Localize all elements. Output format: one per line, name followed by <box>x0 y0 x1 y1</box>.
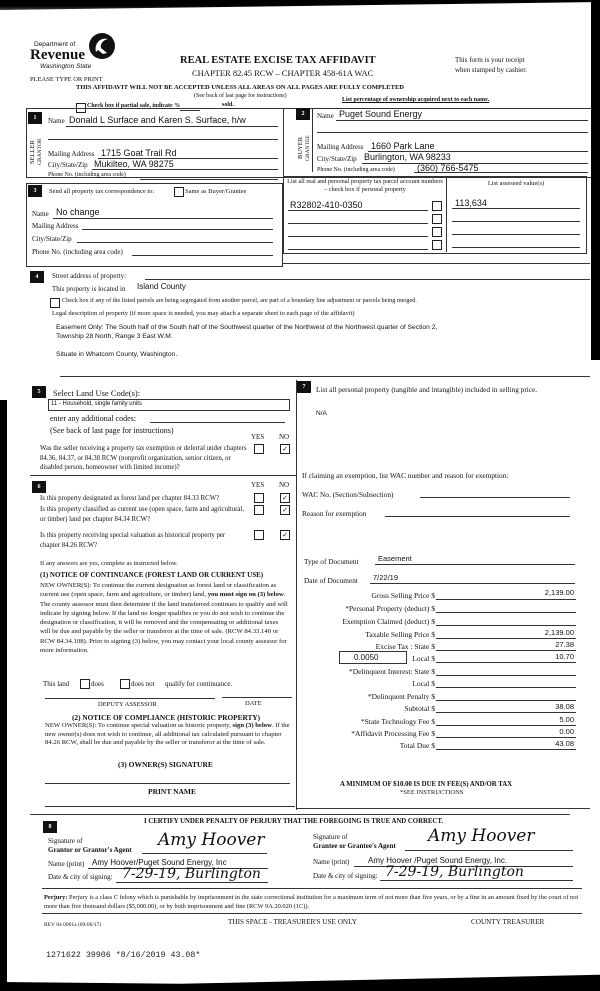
grantor-date-label: Date & city of signing: <box>48 873 113 881</box>
land-use-see-back: (See back of last page for instructions) <box>50 426 174 435</box>
corr-address-label: Mailing Address <box>32 222 79 230</box>
gross-selling-price-label: Gross Selling Price $ <box>371 591 435 600</box>
delinquent-interest-local-label: Local $ <box>412 679 435 688</box>
notice-compliance-body: NEW OWNER(S): To continue special valuation as historic property, sign (3) below. If the new owner(s) does not wish to continue, all additional tax calculated pursuant to chapter 84.26 RCW, shall be due and payable by the seller or transferor at the time of sale. <box>45 722 290 747</box>
street-address-label: Street address of property: <box>52 272 127 280</box>
seller-phone-field[interactable] <box>140 179 278 180</box>
section-8-badge: 8 <box>43 821 57 833</box>
personal-property-checkbox-4[interactable] <box>432 240 442 250</box>
grantee-date-field[interactable] <box>380 880 573 881</box>
same-as-buyer-checkbox[interactable] <box>174 187 184 197</box>
parties-divider <box>283 108 284 176</box>
document-type-field[interactable] <box>375 564 575 565</box>
segregated-checkbox[interactable] <box>50 298 60 308</box>
buyer-name-line-2[interactable] <box>317 132 588 133</box>
grantee-name-label: Name (print) <box>313 858 350 866</box>
document-date-value: 7/22/19 <box>373 573 399 582</box>
seller-address-label: Mailing Address <box>48 150 95 158</box>
assessed-field-1[interactable] <box>452 208 580 209</box>
section-6-top-rule <box>30 475 296 476</box>
see-back-note: (See back of last page for instructions) <box>194 93 287 99</box>
grantee-name-value: Amy Hoover /Puget Sound Energy, Inc. <box>368 856 508 865</box>
parcel-field-2[interactable] <box>288 223 428 224</box>
document-type-value: Easement <box>378 554 412 563</box>
personal-property-value: N/A <box>316 410 327 417</box>
seller-city-label: City/State/Zip <box>48 161 88 169</box>
buyer-phone-label: Phone No. (including area code) <box>317 167 395 173</box>
grantee-signature-label-2: Grantee or Grantee's Agent <box>313 842 396 850</box>
grantee-signature-field[interactable] <box>405 850 573 851</box>
section-3-badge: 3 <box>28 185 42 197</box>
section-8-bottom-rule <box>42 888 582 889</box>
print-name-field[interactable] <box>45 806 295 807</box>
state-technology-fee-value: 5.00 <box>559 715 574 724</box>
buyer-city-label: City/State/Zip <box>317 155 357 163</box>
certification-statement: I CERTIFY UNDER PENALTY OF PERJURY THAT THE FOREGOING IS TRUE AND CORRECT. <box>144 818 444 825</box>
located-in-label: This property is located in <box>52 285 126 293</box>
buyer-address-label: Mailing Address <box>317 143 364 151</box>
parcel-field-1[interactable] <box>288 210 428 211</box>
qualify-label: qualify for continuance. <box>165 680 233 688</box>
corr-address-field[interactable] <box>82 229 273 230</box>
wac-number-field[interactable] <box>420 497 570 498</box>
corr-city-field[interactable] <box>77 242 273 243</box>
seller-city-field[interactable] <box>92 169 278 170</box>
notice-continuance-title: (1) NOTICE OF CONTINUANCE (FOREST LAND OR CURRENT USE) <box>40 571 264 579</box>
additional-codes-label: enter any additional codes: <box>50 414 136 423</box>
scan-border-left <box>0 400 7 991</box>
buyer-name-field[interactable] <box>336 120 588 121</box>
grantor-signature-label-1: Signature of <box>48 837 83 845</box>
personal-property-checkbox-1[interactable] <box>432 201 442 211</box>
scan-border-bottom <box>0 973 600 991</box>
seller-name-line-2[interactable] <box>48 139 278 140</box>
assessor-date-label: DATE <box>245 700 262 707</box>
receipt-note-2: when stamped by cashier. <box>455 66 527 74</box>
grantor-signature-label-2: Grantor or Grantor's Agent <box>48 846 132 854</box>
yes-header-5: YES <box>251 433 265 441</box>
forest-land-no-checkbox[interactable]: ✓ <box>280 493 290 503</box>
yes-header-6: YES <box>251 481 265 489</box>
section-4-badge: 4 <box>30 271 44 283</box>
owner-signature-label: (3) OWNER(S) SIGNATURE <box>118 760 213 769</box>
partial-sale-label: Check box if partial sale, indicate % <box>87 103 181 109</box>
section-1-badge: 1 <box>28 112 42 124</box>
section-6-badge: 6 <box>32 481 46 493</box>
land-use-select[interactable] <box>48 399 290 411</box>
county-value: Island County <box>137 282 186 291</box>
assessor-date-field[interactable] <box>222 697 292 698</box>
section-4-bottom-rule <box>60 376 590 377</box>
personal-property-checkbox-2[interactable] <box>432 214 442 224</box>
forest-land-yes-checkbox[interactable] <box>254 493 264 503</box>
seller-side-label: SELLER GRANTOR <box>29 138 43 166</box>
exemption-instruction: If claiming an exemption, list WAC number and reason for exemption: <box>302 471 509 480</box>
gross-selling-price-field[interactable] <box>436 599 576 600</box>
grantor-name-label: Name (print) <box>48 860 85 868</box>
grantor-signature-field[interactable] <box>142 853 267 854</box>
partial-sale-suffix: sold. <box>222 102 234 108</box>
does-not-label: does not <box>131 680 155 688</box>
logo-line-1: Department of <box>34 41 76 48</box>
excise-state-field[interactable] <box>436 650 576 651</box>
grantee-date-label: Date & city of signing: <box>313 872 378 880</box>
legal-description-line-2: Township 28 North, Range 3 East W.M. <box>56 333 173 340</box>
form-number: REV 84 0001a (09/06/17) <box>44 922 102 928</box>
subtotal-label: Subtotal $ <box>404 704 435 713</box>
county-treasurer-label: COUNTY TREASURER <box>471 918 545 926</box>
buyer-name-value: Puget Sound Energy <box>339 109 423 119</box>
grantor-date-field[interactable] <box>116 882 268 883</box>
same-as-buyer-label: Same as Buyer/Grantee <box>185 188 247 195</box>
seller-name-label: Name <box>48 117 65 125</box>
minimum-due-note: A MINIMUM OF $10.00 IS DUE IN FEE(S) AND/OR TAX <box>340 781 513 788</box>
correspondence-label: Send all property tax correspondence to: <box>49 188 155 195</box>
assessed-field-4[interactable] <box>452 247 580 248</box>
treasurer-use-label: THIS SPACE - TREASURER'S USE ONLY <box>228 918 357 926</box>
excise-local-label: Local $ <box>412 654 435 663</box>
assessed-header: List assessed value(s) <box>487 180 545 187</box>
corr-name-label: Name <box>32 210 49 218</box>
historic-yes-checkbox[interactable] <box>254 530 264 540</box>
current-use-no-checkbox[interactable]: ✓ <box>280 505 290 515</box>
taxable-selling-price-field[interactable] <box>436 638 576 639</box>
does-label: does <box>91 680 104 688</box>
see-instructions-note: *SEE INSTRUCTIONS <box>400 789 464 796</box>
personal-property-label: List all personal property (tangible and intangible) included in selling price. <box>316 385 538 394</box>
grantor-signature: Amy Hoover <box>158 830 265 850</box>
parcel-number-1: R32802-410-0350 <box>290 200 363 210</box>
legal-description-line-3: Situate in Whatcom County, Washington. <box>56 351 178 358</box>
document-type-label: Type of Document <box>304 557 359 566</box>
legal-description-label: Legal description of property (if more space is needed, you may attach a separate sheet to each page of the affidavit) <box>52 310 355 317</box>
assessed-value-1: 113,634 <box>455 198 487 208</box>
segregated-label: Check box if any of the listed parcels are being segregated from another parcel, are part of a boundary line adjustment or parcels being merged. <box>62 297 417 304</box>
seller-name-value: Donald L Surface and Karen S. Surface, h/w <box>69 115 246 125</box>
seller-exemption-no-checkbox[interactable]: ✓ <box>280 444 290 454</box>
buyer-side-label: BUYER GRANTEE <box>297 135 311 161</box>
affidavit-processing-fee-field[interactable] <box>436 737 576 738</box>
document-date-field[interactable] <box>370 583 575 584</box>
exemption-claimed-field[interactable] <box>436 625 576 626</box>
excise-local-field[interactable] <box>436 662 576 663</box>
total-due-label: Total Due $ <box>399 741 435 750</box>
affidavit-processing-fee-value: 0.00 <box>559 727 574 736</box>
seller-exemption-question: Was the seller receiving a property tax exemption or deferral under chapters 84.36, 84.37, or 84.38 RCW (nonprofit organization, senior citizen, or disabled person, homeowner with limited income)? <box>40 445 247 472</box>
deputy-assessor-signature-field[interactable] <box>45 698 215 699</box>
deputy-assessor-label: DEPUTY ASSESSOR <box>98 701 157 708</box>
print-name-label: PRINT NAME <box>148 787 196 796</box>
perjury-notice: Perjury: Perjury is a class C felony which is punishable by imprisonment in the state correctional institution for a maximum term of not more than five years, or by a fine in an amount fixed by the court of not more than five thousand dollars ($5,000.00), or by both imprisonment and fine (RCW 9A.20.020 (1C)). <box>44 894 579 910</box>
corr-phone-field[interactable] <box>132 255 273 256</box>
section-7-bottom-rule <box>296 808 590 809</box>
buyer-label-divider <box>312 108 313 172</box>
legal-description-line-1: Easement Only: The South half of the South half of the Southwest quarter of the Northwest of the Northwest quarter of Section 2, <box>56 324 438 331</box>
no-header-6: NO <box>279 481 290 489</box>
corr-phone-label: Phone No. (including area code) <box>32 248 123 256</box>
forest-land-question: Is this property designated as forest land per chapter 84.33 RCW? <box>40 495 220 502</box>
grantee-date-value: 7-29-19, Burlington <box>385 864 524 880</box>
seller-phone-label: Phone No. (including area code) <box>48 172 126 178</box>
grantee-signature: Amy Hoover <box>428 826 535 846</box>
additional-codes-field[interactable] <box>150 422 285 423</box>
does-qualify-checkbox[interactable] <box>80 679 90 689</box>
delinquent-interest-local-field[interactable] <box>436 687 576 688</box>
logo-line-2: Revenue <box>30 47 85 63</box>
local-rate-value: 0.0050 <box>354 653 379 662</box>
seller-exemption-yes-checkbox[interactable] <box>254 444 264 454</box>
excise-state-value: 27.38 <box>555 640 574 649</box>
exemption-reason-label: Reason for exemption <box>302 509 367 518</box>
scan-border-top <box>0 0 600 10</box>
excise-state-label: Excise Tax : State $ <box>375 642 435 651</box>
seller-address-value: 1715 Goat Trail Rd <box>101 148 177 158</box>
gross-selling-price-value: 2,139.00 <box>544 588 574 597</box>
delinquent-interest-state-field[interactable] <box>436 675 576 676</box>
subtotal-value: 38.08 <box>555 702 574 711</box>
please-type-label: PLEASE TYPE OR PRINT <box>30 76 103 83</box>
corr-name-field[interactable] <box>53 218 273 219</box>
notice-compliance-title: (2) NOTICE OF COMPLIANCE (HISTORIC PROPERTY) <box>72 713 261 722</box>
ownership-note: List percentage of ownership acquired next to each name. <box>342 97 490 103</box>
assessed-field-2[interactable] <box>452 221 580 222</box>
exemption-claimed-label: Exemption Claimed (deduct) $ <box>342 617 435 626</box>
section-7-badge: 7 <box>297 381 311 393</box>
parcel-bottom-rule <box>283 263 590 264</box>
buyer-name-label: Name <box>317 112 334 120</box>
section-5-badge: 5 <box>32 386 46 398</box>
logo-line-3: Washington State <box>40 63 92 70</box>
seller-name-field[interactable] <box>66 126 278 127</box>
owner-signature-field[interactable] <box>45 783 290 784</box>
parcel-field-3[interactable] <box>288 236 428 237</box>
treasurer-receipt-stamp: 1271622 39906 *8/16/2019 43.08* <box>46 951 201 960</box>
does-not-qualify-checkbox[interactable] <box>120 679 130 689</box>
delinquent-penalty-field[interactable] <box>436 700 576 701</box>
dor-logo <box>30 30 120 72</box>
total-due-value: 43.08 <box>555 739 574 748</box>
form-subtitle: CHAPTER 82.45 RCW – CHAPTER 458-61A WAC <box>192 68 374 78</box>
parcel-header: List all real and personal property tax parcel account numbers – check box if personal property <box>287 178 443 193</box>
buyer-city-value: Burlington, WA 98233 <box>364 152 451 162</box>
affidavit-processing-fee-label: *Affidavit Processing Fee $ <box>351 729 435 738</box>
personal-property-deduct-field[interactable] <box>436 612 576 613</box>
seller-city-value: Mukilteo, WA 98275 <box>94 159 174 169</box>
personal-property-checkbox-3[interactable] <box>432 227 442 237</box>
wac-number-label: WAC No. (Section/Subsection) <box>302 490 394 499</box>
excise-local-value: 10.70 <box>555 652 574 661</box>
assessed-field-3[interactable] <box>452 234 580 235</box>
receipt-note-1: This form is your receipt <box>455 56 525 64</box>
buyer-address-value: 1660 Park Lane <box>371 141 435 151</box>
taxable-selling-price-value: 2,139.00 <box>544 628 574 637</box>
corr-name-value: No change <box>56 207 100 217</box>
section-2-badge: 2 <box>296 108 310 120</box>
current-use-question: Is this property classified as current use (open space, farm and agricultural, or timber) land per chapter 84.34 RCW? <box>40 506 245 523</box>
form-title: REAL ESTATE EXCISE TAX AFFIDAVIT <box>180 55 376 66</box>
land-use-label: Select Land Use Code(s): <box>53 388 141 398</box>
no-header-5: NO <box>279 433 290 441</box>
delinquent-interest-state-label: *Delinquent Interest: State $ <box>348 667 435 676</box>
corr-city-label: City/State/Zip <box>32 235 72 243</box>
perjury-rule <box>42 913 582 914</box>
current-use-yes-checkbox[interactable] <box>254 505 264 515</box>
buyer-phone-value: (360) 766-5475 <box>417 163 479 173</box>
if-yes-instruction: If any answers are yes, complete as instructed below. <box>40 560 178 567</box>
historic-no-checkbox[interactable]: ✓ <box>280 530 290 540</box>
historic-question: Is this property receiving special valuation as historical property per chapter 84.26 RCW? <box>40 532 226 549</box>
land-use-selected-value: 11 - Household, single family units <box>51 401 142 407</box>
state-technology-fee-label: *State Technology Fee $ <box>360 717 435 726</box>
parcel-field-4[interactable] <box>288 249 428 250</box>
state-technology-fee-field[interactable] <box>436 725 576 726</box>
taxable-selling-price-label: Taxable Selling Price $ <box>365 630 435 639</box>
street-address-field[interactable] <box>145 279 590 280</box>
dor-swirl-icon <box>88 32 116 60</box>
subtotal-field[interactable] <box>436 712 576 713</box>
grantor-name-value: Amy Hoover/Puget Sound Energy, Inc <box>92 858 227 867</box>
document-date-label: Date of Document <box>304 576 358 585</box>
delinquent-penalty-label: *Delinquent Penalty $ <box>367 692 435 701</box>
exemption-reason-field[interactable] <box>385 516 570 517</box>
grantor-date-value: 7-29-19, Burlington <box>122 866 261 882</box>
total-due-field[interactable] <box>436 749 576 750</box>
acceptance-warning: THIS AFFIDAVIT WILL NOT BE ACCEPTED UNLESS ALL AREAS ON ALL PAGES ARE FULLY COMPLETED <box>76 84 404 91</box>
notice-continuance-body: NEW OWNER(S): To continue the current designation as forest land or classification as current use (open space, farm and agriculture, or timber) land, you must sign on (3) below. The county assessor must then determine if the land transferred continues to qualify and will indicate by signing below. If the land no longer qualifies or you do not wish to continue the designation or classification, it will be removed and the compensating or additional taxes will be due and payable by the seller or transferor at the time of sale. (RCW 84.33.140 or RCW 84.34.108). Prior to signing (3) below, you may contact your local county assessor for more information. <box>40 582 288 655</box>
personal-property-deduct-label: *Personal Property (deduct) $ <box>345 604 435 613</box>
grantee-signature-label-1: Signature of <box>313 833 348 841</box>
this-land-label: This land <box>43 680 70 688</box>
parcel-divider <box>446 176 447 252</box>
scan-border-right <box>591 0 600 360</box>
section-8-top-rule <box>30 814 570 815</box>
